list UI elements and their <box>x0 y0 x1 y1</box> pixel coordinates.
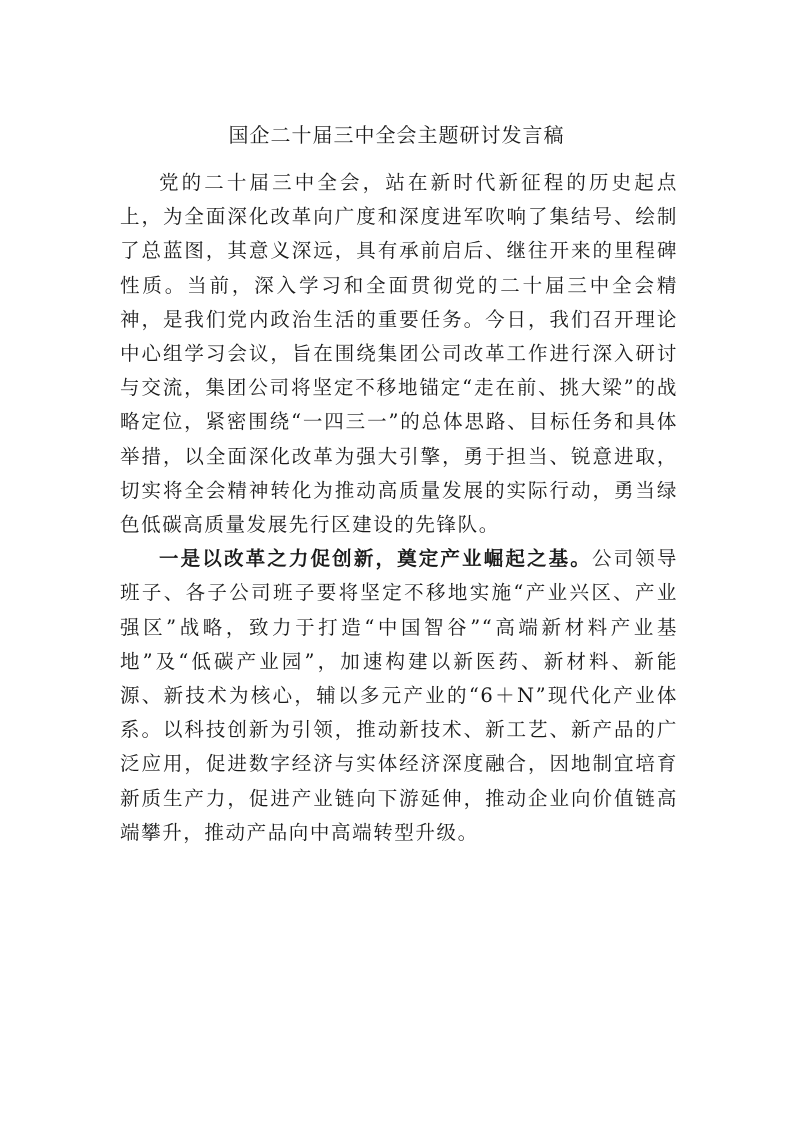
paragraph-lead: 一是以改革之力促创新，奠定产业崛起之基。 <box>159 547 592 571</box>
document-title: 国企二十届三中全会主题研讨发言稿 <box>228 123 565 147</box>
paragraph-text: 党的二十届三中全会，站在新时代新征程的历史起点上，为全面深化改革向广度和深度进军吹响了集结号、绘制了总蓝图，其意义深远，具有承前启后、继往开来的里程碑性质。当前，深入学习和全面贯彻党的二十届三中全会精神，是我们党内政治生活的重要任务。今日，我们召开理论中心组学习会议，旨在围绕集团公司改革工作进行深入研讨与交流，集团公司将坚定不移地锚定“走在前、挑大梁”的战略定位，紧密围绕“一四三一”的总体思路、目标任务和具体举措，以全面深化改革为强大引擎，勇于担当、锐意进取，切实将全会精神转化为推动高质量发展的实际行动，勇当绿色低碳高质量发展先行区建设的先锋队。 <box>120 171 678 537</box>
paragraph-intro <box>120 166 678 542</box>
paragraph-text: 公司领导班子、各子公司班子要将坚定不移地实施“产业兴区、产业强区”战略，致力于打造“中国智谷”“高端新材料产业基地”及“低碳产业园”，加速构建以新医药、新材料、新能源、新技术为核心，辅以多元产业的“6＋N”现代化产业体系。以科技创新为引领，推动新技术、新工艺、新产品的广泛应用，促进数字经济与实体经济深度融合，因地制宜培育新质生产力，促进产业链向下游延伸，推动企业向价值链高端攀升，推动产品向中高端转型升级。 <box>120 547 678 844</box>
paragraph-point-one <box>120 542 678 850</box>
document-body <box>120 166 678 850</box>
